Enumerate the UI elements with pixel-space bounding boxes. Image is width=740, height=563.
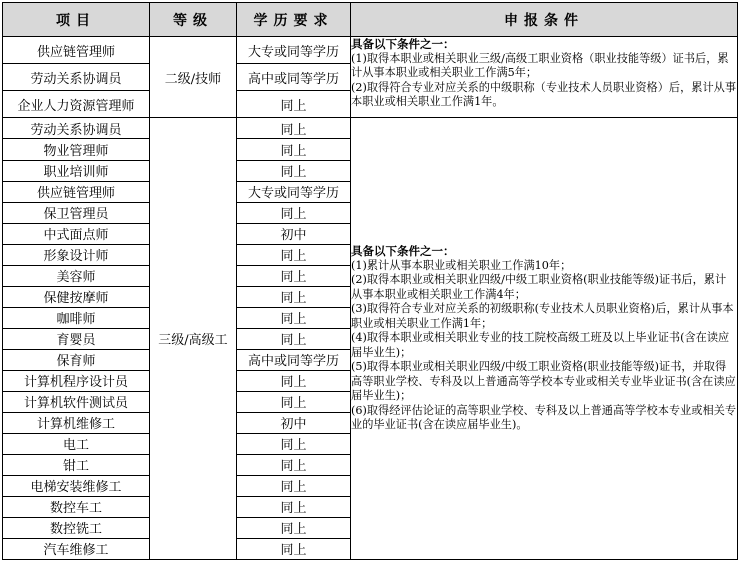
education-cell: 同上 [237,475,351,496]
education-cell: 同上 [237,286,351,307]
item-cell: 计算机软件测试员 [3,391,150,412]
item-cell: 供应链管理师 [3,181,150,202]
item-cell: 供应链管理师 [3,37,150,64]
item-cell: 保健按摩师 [3,286,150,307]
item-cell: 咖啡师 [3,307,150,328]
condition-line: (2)取得符合专业对应关系的中级职称（专业技术人员职业资格）后，累计从事本职业或相关职业工作满1年。 [351,80,737,108]
education-cell: 初中 [237,223,351,244]
item-cell: 保卫管理员 [3,202,150,223]
education-cell: 初中 [237,412,351,433]
header-row [3,3,738,37]
item-cell: 育婴员 [3,328,150,349]
condition-line: (1)取得本职业或相关职业三级/高级工职业资格（职业技能等级）证书后，累计从事本职业或相关职业工作满5年； [351,51,729,79]
item-cell: 钳工 [3,454,150,475]
education-cell: 同上 [237,91,351,118]
item-cell: 计算机维修工 [3,412,150,433]
condition-title: 具备以下条件之一： [351,37,455,51]
condition-line: (5)取得本职业或相关职业四级/中级工职业资格(职业技能等级)证书，并取得高等职业学校、专科及以上普通高等学校本专业或相关专业毕业证书(含在读应届毕业生)； [351,360,736,403]
item-cell: 美容师 [3,265,150,286]
grade-cell-group2: 三级/高级工 [150,118,237,560]
condition-cell-group1 [351,37,738,118]
education-cell: 同上 [237,118,351,139]
header-grade: 等级 [150,3,237,37]
table-row [3,118,738,139]
education-cell: 同上 [237,433,351,454]
education-cell: 大专或同等学历 [237,37,351,64]
condition-cell-group2 [351,118,738,560]
education-cell: 高中或同等学历 [237,349,351,370]
item-cell: 计算机程序设计员 [3,370,150,391]
grade-cell-group1: 二级/技师 [150,37,237,118]
header-item: 项目 [3,3,150,37]
education-cell: 同上 [237,160,351,181]
item-cell: 劳动关系协调员 [3,118,150,139]
header-condition: 申报条件 [351,3,738,37]
education-cell: 同上 [237,454,351,475]
condition-title: 具备以下条件之一： [351,244,455,259]
condition-line: (4)取得本职业或相关职业专业的技工院校高级工班及以上毕业证书(含在读应届毕业生)； [351,331,730,359]
condition-line: (2)取得本职业或相关职业四级/中级工职业资格(职业技能等级)证书后，累计从事本职业或相关职业工作满4年； [351,273,727,301]
item-cell: 保育师 [3,349,150,370]
qualification-table [2,2,738,560]
item-cell: 数控铣工 [3,517,150,538]
condition-line: (3)取得符合专业对应关系的初级职称(专业技术人员职业资格)后，累计从事本职业或相关职业工作满1年； [351,302,734,330]
education-cell: 同上 [237,139,351,160]
item-cell: 电工 [3,433,150,454]
education-cell: 同上 [237,496,351,517]
education-cell: 同上 [237,328,351,349]
education-cell: 同上 [237,307,351,328]
header-education: 学历要求 [237,3,351,37]
education-cell: 同上 [237,391,351,412]
education-cell: 高中或同等学历 [237,64,351,91]
education-cell: 同上 [237,538,351,559]
item-cell: 职业培训师 [3,160,150,181]
condition-line: (1)累计从事本职业或相关职业工作满10年； [351,258,572,272]
education-cell: 同上 [237,244,351,265]
item-cell: 物业管理师 [3,139,150,160]
table-row [3,37,738,64]
item-cell: 汽车维修工 [3,538,150,559]
education-cell: 同上 [237,517,351,538]
education-cell: 同上 [237,265,351,286]
education-cell: 同上 [237,202,351,223]
item-cell: 形象设计师 [3,244,150,265]
item-cell: 电梯安装维修工 [3,475,150,496]
education-cell: 大专或同等学历 [237,181,351,202]
item-cell: 企业人力资源管理师 [3,91,150,118]
item-cell: 数控车工 [3,496,150,517]
education-cell: 同上 [237,370,351,391]
item-cell: 中式面点师 [3,223,150,244]
condition-line: (6)取得经评估论证的高等职业学校、专科及以上普通高等学校本专业或相关专业的毕业证书(含在读应届毕业生)。 [351,403,737,432]
item-cell: 劳动关系协调员 [3,64,150,91]
